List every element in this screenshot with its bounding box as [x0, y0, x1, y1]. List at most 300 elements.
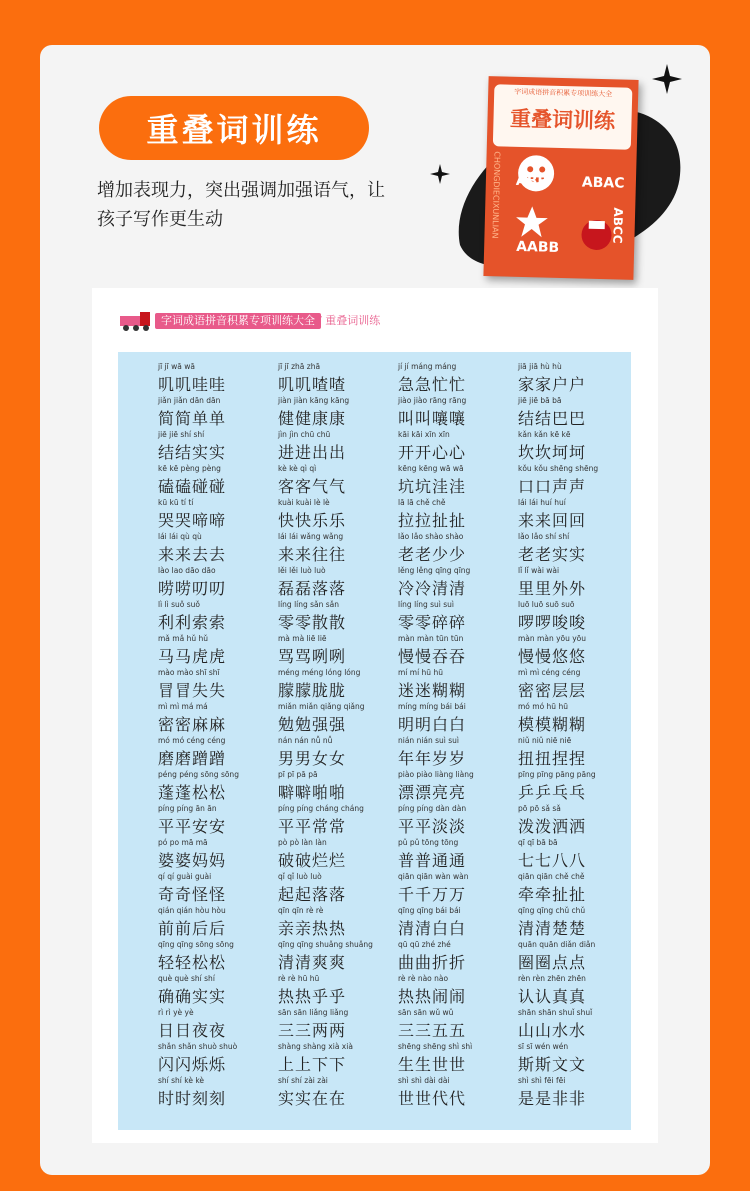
- word-cell: [398, 836, 526, 870]
- chinese-word: 是是非非: [518, 1089, 587, 1108]
- word-cell: [518, 870, 646, 904]
- chinese-word: 亲亲热热: [278, 919, 347, 938]
- pinyin: kǒu kǒu shēng shēng: [518, 464, 599, 473]
- chinese-word: 模模糊糊: [518, 715, 587, 734]
- chinese-word: 老老少少: [398, 545, 467, 564]
- chinese-word: 零零散散: [278, 613, 347, 632]
- word-cell: [158, 632, 286, 666]
- chinese-word: 坎坎坷坷: [518, 443, 587, 462]
- word-cell: [518, 462, 646, 496]
- word-cell: [278, 768, 406, 802]
- word-cell: [278, 904, 406, 938]
- word-cell: [278, 1074, 406, 1108]
- word-cell: [278, 598, 406, 632]
- chinese-word: 结结实实: [158, 443, 227, 462]
- chinese-word: 啰啰唆唆: [518, 613, 587, 632]
- word-cell: [278, 734, 406, 768]
- chinese-word: 清清楚楚: [518, 919, 587, 938]
- chinese-word: 圈圈点点: [518, 953, 587, 972]
- pinyin: lái lái qù qù: [158, 532, 202, 541]
- word-cell: [398, 734, 526, 768]
- chinese-word: 破破烂烂: [278, 851, 347, 870]
- pinyin: mì mì má má: [158, 702, 208, 711]
- chinese-word: 热热乎乎: [278, 987, 347, 1006]
- chinese-word: 清清爽爽: [278, 953, 347, 972]
- word-cell: [398, 598, 526, 632]
- chinese-word: 热热闹闹: [398, 987, 467, 1006]
- pinyin: qīn qīn rè rè: [278, 906, 324, 915]
- pinyin: lǐ lǐ wài wài: [518, 566, 560, 575]
- pinyin: sān sān liǎng liǎng: [278, 1008, 349, 1017]
- chinese-word: 勉勉强强: [278, 715, 347, 734]
- word-cell: [398, 768, 526, 802]
- word-cell: [158, 734, 286, 768]
- chinese-word: 快快乐乐: [278, 511, 347, 530]
- chinese-word: 扭扭捏捏: [518, 749, 587, 768]
- word-cell: [278, 564, 406, 598]
- pinyin: kū kū tí tí: [158, 498, 194, 507]
- chinese-word: 泼泼洒洒: [518, 817, 587, 836]
- pinyin: niǔ niǔ niē niē: [518, 736, 572, 745]
- pinyin: kuài kuài lè lè: [278, 498, 330, 507]
- page-title: 重叠词训练: [99, 96, 369, 160]
- chinese-word: 口口声声: [518, 477, 587, 496]
- word-cell: [518, 972, 646, 1006]
- pinyin: miǎn miǎn qiǎng qiǎng: [278, 702, 365, 711]
- chinese-word: 叽叽喳喳: [278, 375, 347, 394]
- pinyin: pǔ pǔ tōng tōng: [398, 838, 459, 847]
- book-word-abb: ABB: [515, 172, 549, 190]
- word-cell: [278, 938, 406, 972]
- word-cell: [158, 802, 286, 836]
- word-cell: [398, 360, 526, 394]
- word-cell: [518, 802, 646, 836]
- word-cell: [278, 1006, 406, 1040]
- word-cell: [278, 394, 406, 428]
- word-cell: [158, 1040, 286, 1074]
- chinese-word: 唠唠叨叨: [158, 579, 227, 598]
- chinese-word: 拉拉扯扯: [398, 511, 467, 530]
- chinese-word: 认认真真: [518, 987, 587, 1006]
- pinyin: sān sān wǔ wǔ: [398, 1008, 454, 1017]
- word-cell: [158, 462, 286, 496]
- word-cell: [518, 904, 646, 938]
- pinyin: mì mì céng céng: [518, 668, 581, 677]
- pinyin: mó mó hū hū: [518, 702, 568, 711]
- word-cell: [278, 428, 406, 462]
- word-cell: [518, 1006, 646, 1040]
- pinyin: jī jī zhā zhā: [278, 362, 321, 371]
- chinese-word: 来来去去: [158, 545, 227, 564]
- word-cell: [158, 496, 286, 530]
- pinyin: píng píng ān ān: [158, 804, 217, 813]
- word-cell: [398, 1040, 526, 1074]
- pinyin: màn màn tūn tūn: [398, 634, 464, 643]
- chinese-word: 开开心心: [398, 443, 467, 462]
- word-cell: [398, 870, 526, 904]
- word-cell: [398, 462, 526, 496]
- pinyin: jí jí máng máng: [398, 362, 457, 371]
- chinese-word: 冷冷清清: [398, 579, 467, 598]
- pinyin: lái lái wǎng wǎng: [278, 532, 344, 541]
- pinyin: lā lā chě chě: [398, 498, 446, 507]
- word-row: [118, 1006, 631, 1040]
- pinyin: nián nián suì suì: [398, 736, 460, 745]
- word-cell: [398, 632, 526, 666]
- pinyin: mǎ mǎ hǔ hǔ: [158, 634, 208, 643]
- word-row: [118, 462, 631, 496]
- word-cell: [398, 666, 526, 700]
- word-cell: [278, 836, 406, 870]
- chinese-word: 结结巴巴: [518, 409, 587, 428]
- pinyin: qī qī bā bā: [518, 838, 558, 847]
- word-cell: [158, 666, 286, 700]
- word-cell: [398, 938, 526, 972]
- chinese-word: 年年岁岁: [398, 749, 467, 768]
- pinyin: rè rè hū hū: [278, 974, 320, 983]
- pinyin: jiàn jiàn kāng kāng: [278, 396, 350, 405]
- chinese-word: 冒冒失失: [158, 681, 227, 700]
- chinese-word: 确确实实: [158, 987, 227, 1006]
- book-word-aabb: AABB: [515, 238, 560, 256]
- pinyin: kēng kēng wā wā: [398, 464, 464, 473]
- pinyin: shì shì fēi fēi: [518, 1076, 566, 1085]
- word-cell: [158, 1074, 286, 1108]
- word-cell: [518, 1074, 646, 1108]
- word-cell: [158, 428, 286, 462]
- chinese-word: 慢慢吞吞: [398, 647, 467, 666]
- chinese-word: 密密层层: [518, 681, 587, 700]
- word-cell: [398, 972, 526, 1006]
- word-row: [118, 360, 631, 394]
- pinyin: jiào jiào rāng rāng: [398, 396, 467, 405]
- word-row: [118, 564, 631, 598]
- chinese-word: 里里外外: [518, 579, 587, 598]
- pinyin: jìn jìn chū chū: [278, 430, 331, 439]
- gift-icon: [578, 214, 615, 251]
- series-label: 字词成语拼音积累专项训练大全: [155, 313, 321, 329]
- word-cell: [278, 496, 406, 530]
- pinyin: lěi lěi luò luò: [278, 566, 326, 575]
- pinyin: qīng qīng chǔ chǔ: [518, 906, 586, 915]
- pinyin: jī jī wā wā: [158, 362, 195, 371]
- word-grid: [118, 352, 631, 1130]
- word-cell: [518, 1040, 646, 1074]
- chinese-word: 漂漂亮亮: [398, 783, 467, 802]
- pinyin: kāi kāi xīn xīn: [398, 430, 450, 439]
- word-cell: [518, 530, 646, 564]
- chinese-word: 利利索索: [158, 613, 227, 632]
- chinese-word: 七七八八: [518, 851, 587, 870]
- pinyin: rì rì yè yè: [158, 1008, 194, 1017]
- chinese-word: 上上下下: [278, 1055, 347, 1074]
- word-cell: [518, 836, 646, 870]
- pinyin: rèn rèn zhēn zhēn: [518, 974, 586, 983]
- word-cell: [398, 530, 526, 564]
- pinyin: lì lì suǒ suǒ: [158, 600, 200, 609]
- pinyin: qū qū zhé zhé: [398, 940, 451, 949]
- pinyin: líng líng sǎn sǎn: [278, 600, 340, 609]
- chinese-word: 前前后后: [158, 919, 227, 938]
- chinese-word: 世世代代: [398, 1089, 467, 1108]
- word-cell: [518, 632, 646, 666]
- word-cell: [518, 938, 646, 972]
- word-row: [118, 802, 631, 836]
- pinyin: jiē jiē bā bā: [518, 396, 562, 405]
- pinyin: shí shí kè kè: [158, 1076, 205, 1085]
- pinyin: màn màn yōu yōu: [518, 634, 587, 643]
- word-cell: [278, 1040, 406, 1074]
- word-cell: [518, 564, 646, 598]
- word-cell: [398, 496, 526, 530]
- pinyin: shān shān shuǐ shuǐ: [518, 1008, 593, 1017]
- train-icon: [118, 310, 154, 332]
- word-cell: [158, 700, 286, 734]
- book-word-abcc: ABCC: [610, 207, 626, 244]
- word-row: [118, 1040, 631, 1074]
- word-cell: [398, 1074, 526, 1108]
- pinyin: mí mí hū hū: [398, 668, 443, 677]
- word-cell: [398, 904, 526, 938]
- word-cell: [158, 836, 286, 870]
- chinese-word: 山山水水: [518, 1021, 587, 1040]
- book-side-text: CHONGDIECIXUNLIAN: [490, 151, 502, 239]
- word-cell: [278, 870, 406, 904]
- word-row: [118, 428, 631, 462]
- word-row: [118, 666, 631, 700]
- chinese-word: 平平淡淡: [398, 817, 467, 836]
- pinyin: méng méng lóng lóng: [278, 668, 361, 677]
- pinyin: qiān qiān wàn wàn: [398, 872, 469, 881]
- pinyin: pō pō sǎ sǎ: [518, 804, 561, 813]
- word-cell: [158, 360, 286, 394]
- chinese-word: 客客气气: [278, 477, 347, 496]
- word-row: [118, 598, 631, 632]
- chinese-word: 起起落落: [278, 885, 347, 904]
- chinese-word: 时时刻刻: [158, 1089, 227, 1108]
- sparkle-icon: [652, 64, 682, 94]
- word-cell: [158, 530, 286, 564]
- pinyin: píng píng dàn dàn: [398, 804, 467, 813]
- word-cell: [518, 496, 646, 530]
- word-cell: [398, 1006, 526, 1040]
- pinyin: péng péng sōng sōng: [158, 770, 239, 779]
- chinese-word: 骂骂咧咧: [278, 647, 347, 666]
- chinese-word: 噼噼啪啪: [278, 783, 347, 802]
- chinese-word: 叫叫嚷嚷: [398, 409, 467, 428]
- chinese-word: 明明白白: [398, 715, 467, 734]
- pinyin: lǎo lǎo shào shào: [398, 532, 464, 541]
- chinese-word: 三三五五: [398, 1021, 467, 1040]
- word-row: [118, 870, 631, 904]
- word-cell: [518, 734, 646, 768]
- word-cell: [158, 972, 286, 1006]
- pinyin: quān quān diǎn diǎn: [518, 940, 596, 949]
- word-cell: [158, 904, 286, 938]
- word-cell: [158, 394, 286, 428]
- chinese-word: 蓬蓬松松: [158, 783, 227, 802]
- chinese-word: 密密麻麻: [158, 715, 227, 734]
- pinyin: qīng qīng bái bái: [398, 906, 461, 915]
- word-row: [118, 530, 631, 564]
- word-row: [118, 904, 631, 938]
- pinyin: qīng qīng shuǎng shuǎng: [278, 940, 373, 949]
- chinese-word: 生生世世: [398, 1055, 467, 1074]
- pinyin: mó mó céng céng: [158, 736, 226, 745]
- pinyin: shí shí zài zài: [278, 1076, 328, 1085]
- book-word-abac: ABAC: [581, 174, 625, 192]
- pinyin: shǎn shǎn shuò shuò: [158, 1042, 238, 1051]
- pinyin: luō luō suō suō: [518, 600, 575, 609]
- chinese-word: 男男女女: [278, 749, 347, 768]
- word-cell: [158, 1006, 286, 1040]
- word-row: [118, 1074, 631, 1108]
- word-cell: [278, 666, 406, 700]
- chinese-word: 磊磊落落: [278, 579, 347, 598]
- word-cell: [158, 564, 286, 598]
- chinese-word: 零零碎碎: [398, 613, 467, 632]
- chinese-word: 来来往往: [278, 545, 347, 564]
- chinese-word: 平平安安: [158, 817, 227, 836]
- pinyin: sī sī wén wén: [518, 1042, 569, 1051]
- word-cell: [398, 564, 526, 598]
- word-row: [118, 972, 631, 1006]
- word-cell: [278, 802, 406, 836]
- chinese-word: 闪闪烁烁: [158, 1055, 227, 1074]
- chinese-word: 迷迷糊糊: [398, 681, 467, 700]
- pinyin: qiān qiān chě chě: [518, 872, 585, 881]
- pinyin: piào piào liàng liàng: [398, 770, 474, 779]
- pinyin: mào mào shī shī: [158, 668, 220, 677]
- word-cell: [518, 360, 646, 394]
- word-cell: [518, 666, 646, 700]
- pinyin: pī pī pā pā: [278, 770, 318, 779]
- pinyin: lào lao dāo dāo: [158, 566, 216, 575]
- pinyin: kè kè qì qì: [278, 464, 317, 473]
- word-cell: [518, 700, 646, 734]
- chinese-word: 健健康康: [278, 409, 347, 428]
- chinese-word: 磕磕碰碰: [158, 477, 227, 496]
- word-cell: [278, 530, 406, 564]
- pinyin: líng líng suì suì: [398, 600, 455, 609]
- pinyin: què què shí shí: [158, 974, 215, 983]
- pinyin: kē kē pèng pèng: [158, 464, 221, 473]
- chinese-word: 进进出出: [278, 443, 347, 462]
- chinese-word: 老老实实: [518, 545, 587, 564]
- word-cell: [278, 462, 406, 496]
- pinyin: nán nán nǚ nǚ: [278, 736, 333, 745]
- chinese-word: 千千万万: [398, 885, 467, 904]
- pinyin: lěng lěng qīng qīng: [398, 566, 471, 575]
- word-cell: [518, 394, 646, 428]
- word-cell: [278, 632, 406, 666]
- word-cell: [398, 394, 526, 428]
- word-row: [118, 394, 631, 428]
- chinese-word: 马马虎虎: [158, 647, 227, 666]
- word-cell: [158, 870, 286, 904]
- word-row: [118, 938, 631, 972]
- chinese-word: 三三两两: [278, 1021, 347, 1040]
- word-cell: [158, 598, 286, 632]
- chinese-word: 叽叽哇哇: [158, 375, 227, 394]
- book-series-text: 字词成语拼音积累专项训练大全: [514, 87, 613, 99]
- word-cell: [278, 360, 406, 394]
- word-row: [118, 700, 631, 734]
- pinyin: kǎn kǎn kē kē: [518, 430, 571, 439]
- pinyin: lái lái huí huí: [518, 498, 566, 507]
- word-cell: [398, 802, 526, 836]
- chinese-word: 朦朦胧胧: [278, 681, 347, 700]
- chinese-word: 实实在在: [278, 1089, 347, 1108]
- chinese-word: 平平常常: [278, 817, 347, 836]
- pinyin: pò pò làn làn: [278, 838, 327, 847]
- chinese-word: 轻轻松松: [158, 953, 227, 972]
- word-cell: [518, 768, 646, 802]
- pinyin: qí qí guài guài: [158, 872, 212, 881]
- chinese-word: 哭哭啼啼: [158, 511, 227, 530]
- chinese-word: 慢慢悠悠: [518, 647, 587, 666]
- chinese-word: 婆婆妈妈: [158, 851, 227, 870]
- chinese-word: 乒乒乓乓: [518, 783, 587, 802]
- pinyin: rè rè nào nào: [398, 974, 449, 983]
- word-cell: [158, 938, 286, 972]
- word-cell: [398, 428, 526, 462]
- chinese-word: 牵牵扯扯: [518, 885, 587, 904]
- pinyin: qīng qīng sōng sōng: [158, 940, 234, 949]
- chinese-word: 家家户户: [518, 375, 587, 394]
- word-cell: [278, 972, 406, 1006]
- pinyin: pīng pīng pāng pāng: [518, 770, 596, 779]
- pinyin: qián qián hòu hòu: [158, 906, 226, 915]
- subtitle: 增加表现力，突出强调加强语气，让孩子写作更生动: [97, 180, 385, 230]
- pinyin: pó po mā mā: [158, 838, 208, 847]
- pinyin: míng míng bái bái: [398, 702, 466, 711]
- sparkle-icon: [430, 164, 450, 184]
- chinese-word: 普普通通: [398, 851, 467, 870]
- word-cell: [278, 700, 406, 734]
- section-label: / 重叠词训练: [318, 314, 381, 327]
- word-cell: [518, 428, 646, 462]
- pinyin: mà mà liē liē: [278, 634, 327, 643]
- book-cover: [483, 76, 638, 280]
- word-cell: [518, 598, 646, 632]
- pinyin: shàng shàng xià xià: [278, 1042, 353, 1051]
- book-title: 重叠词训练: [509, 106, 616, 134]
- chinese-word: 清清白白: [398, 919, 467, 938]
- word-cell: [158, 768, 286, 802]
- star-icon: [514, 205, 549, 240]
- chinese-word: 坑坑洼洼: [398, 477, 467, 496]
- chinese-word: 奇奇怪怪: [158, 885, 227, 904]
- pinyin: shēng shēng shì shì: [398, 1042, 473, 1051]
- word-row: [118, 836, 631, 870]
- chinese-word: 日日夜夜: [158, 1021, 227, 1040]
- chinese-word: 来来回回: [518, 511, 587, 530]
- pinyin: jiē jiē shí shí: [158, 430, 205, 439]
- chinese-word: 磨磨蹭蹭: [158, 749, 227, 768]
- pinyin: jiā jiā hù hù: [518, 362, 562, 371]
- chinese-word: 急急忙忙: [398, 375, 467, 394]
- word-row: [118, 632, 631, 666]
- pinyin: shì shì dài dài: [398, 1076, 450, 1085]
- chinese-word: 简简单单: [158, 409, 227, 428]
- pinyin: lǎo lǎo shí shí: [518, 532, 570, 541]
- chinese-word: 斯斯文文: [518, 1055, 587, 1074]
- word-cell: [398, 700, 526, 734]
- pinyin: jiǎn jiǎn dān dān: [158, 396, 221, 405]
- pinyin: píng píng cháng cháng: [278, 804, 364, 813]
- pinyin: qǐ qǐ luò luò: [278, 872, 322, 881]
